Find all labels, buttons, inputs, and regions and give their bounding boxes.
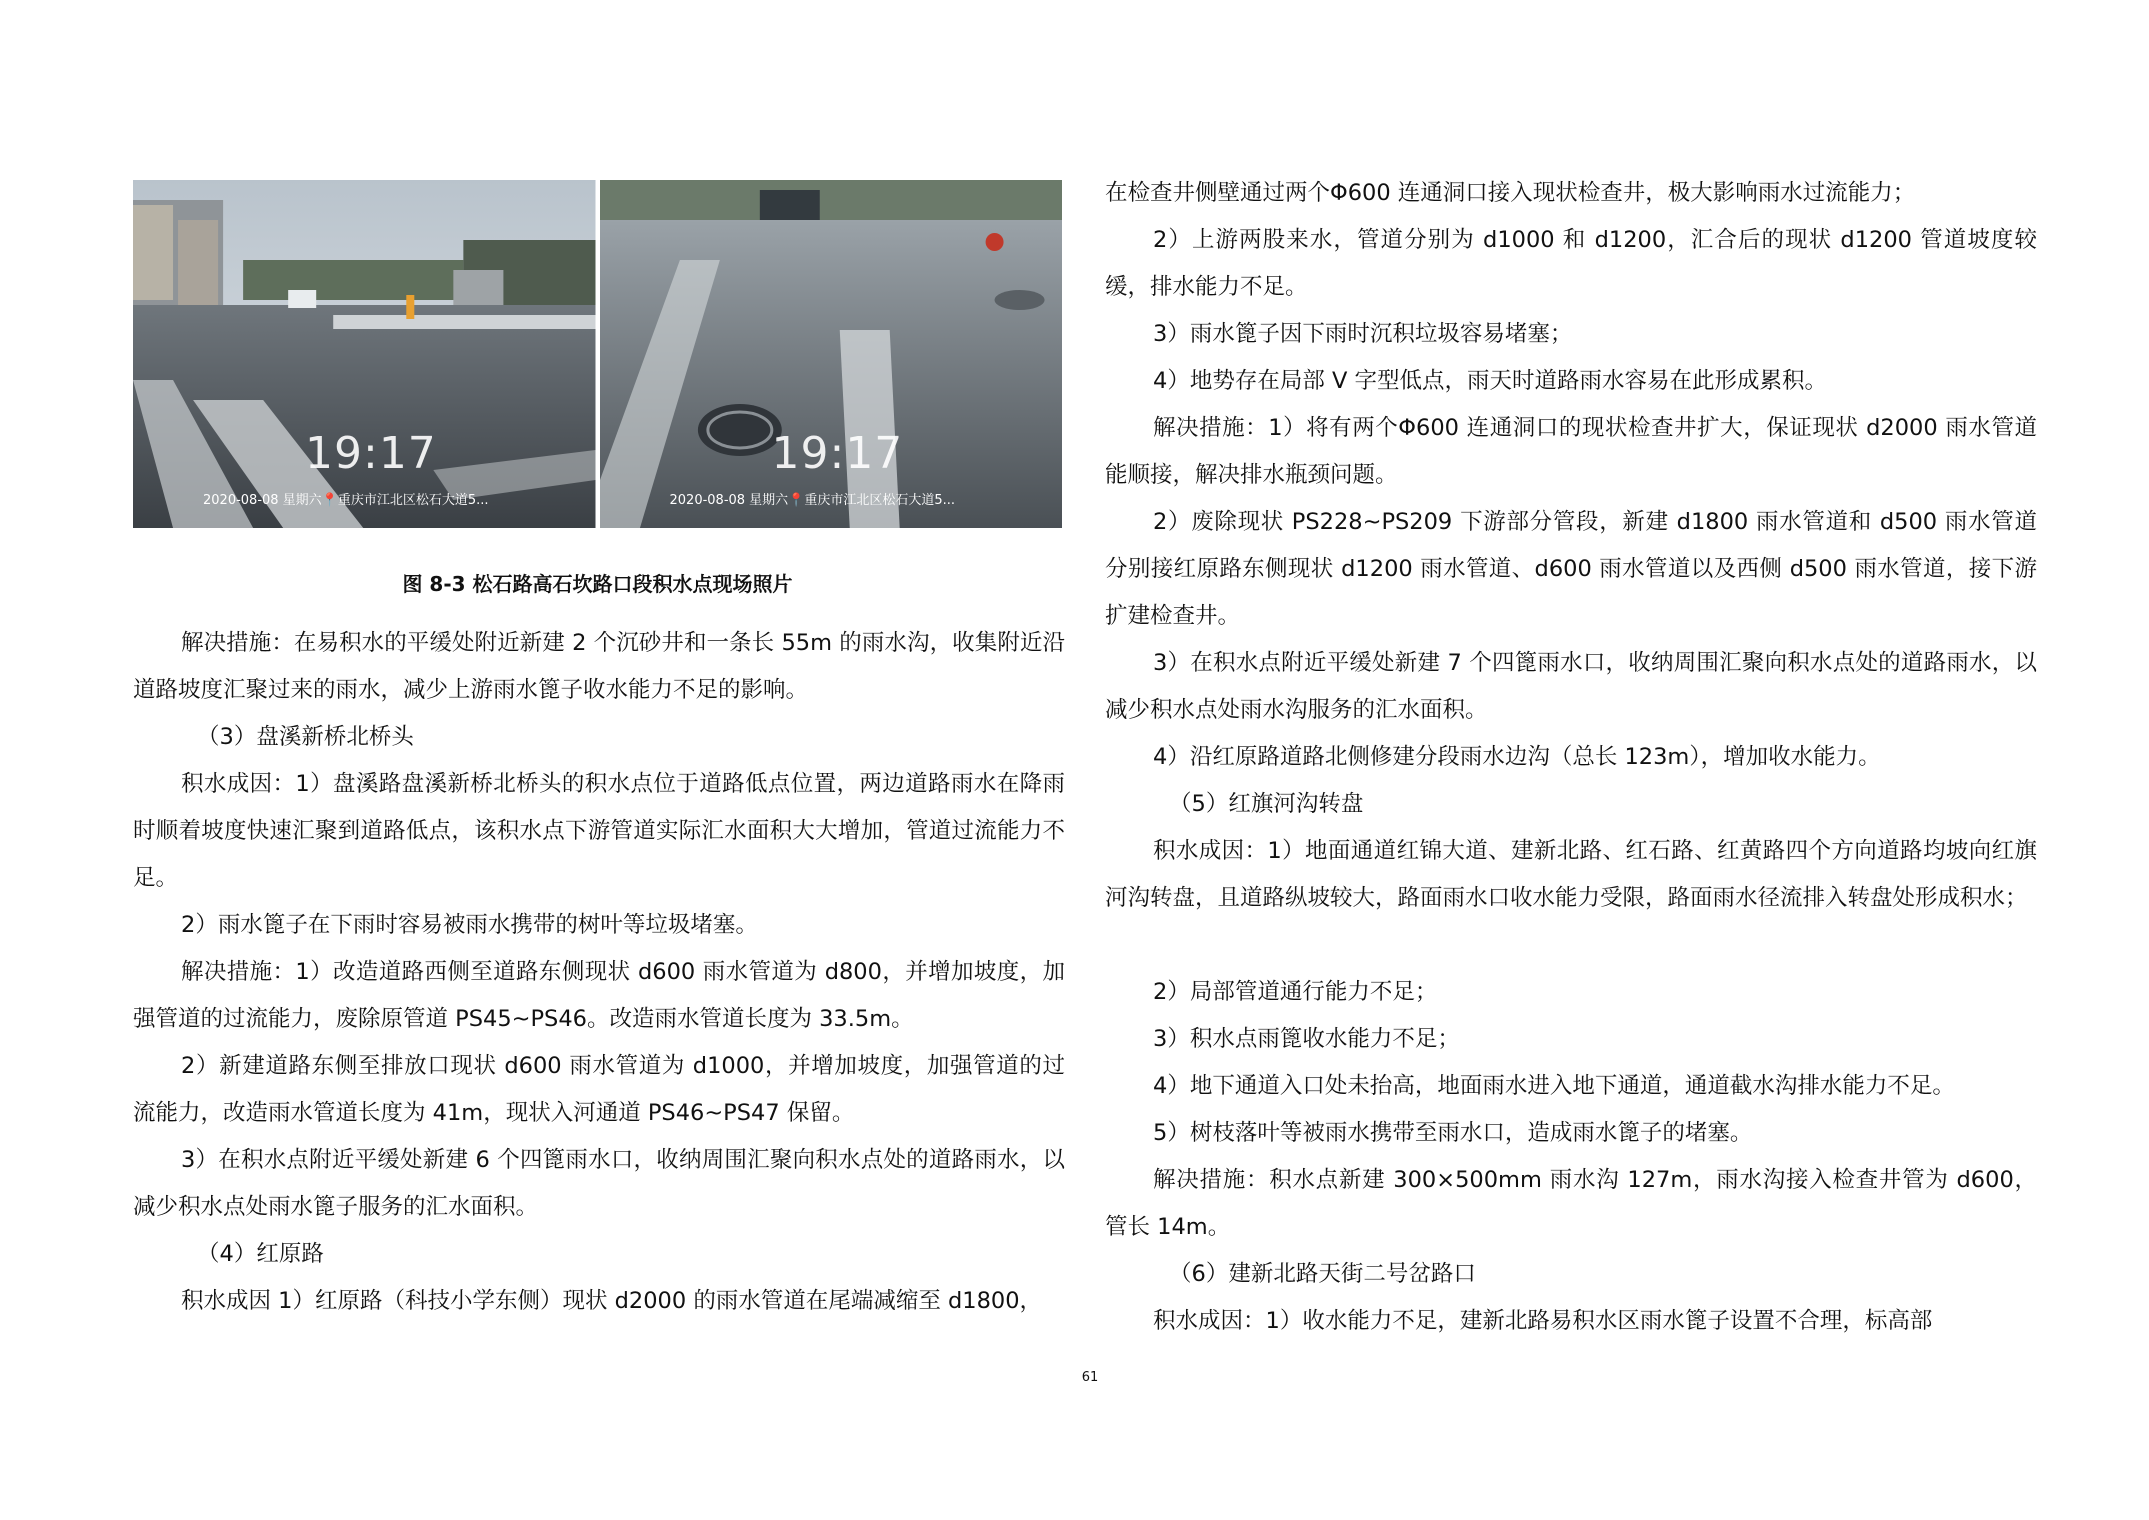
right-paragraph-14: 解决措施：积水点新建 300×500mm 雨水沟 127m，雨水沟接入检查井管为 d600，管长 14m。 [1105,1167,2037,1240]
right-paragraph-2: 2）上游两股来水，管道分别为 d1000 和 d1200，汇合后的现状 d1200 管道坡度较缓，排水能力不足。 [1105,227,2037,300]
right-paragraph-5: 解决措施：1）将有两个Φ600 连通洞口的现状检查井扩大，保证现状 d2000 雨水管道能顺接，解决排水瓶颈问题。 [1105,415,2037,488]
left-paragraph-2: 积水成因：1）盘溪路盘溪新桥北桥头的积水点位于道路低点位置，两边道路雨水在降雨时顺着坡度快速汇聚到道路低点，该积水点下游管道实际汇水面积大大增加，管道过流能力不足。 [133,771,1065,891]
photo-left-time: 19:17 [305,428,437,479]
photo-right-stamp: 2020-08-08 星期六📍重庆市江北区松石大道5... [669,493,956,508]
left-paragraph-4: 解决措施：1）改造道路西侧至道路东侧现状 d600 雨水管道为 d800，并增加坡度，加强管道的过流能力，废除原管道 PS45~PS46。改造雨水管道长度为 33.5m。 [133,959,1065,1032]
right-heading-5: （5）红旗河沟转盘 [1169,791,1364,817]
right-heading-6: （6）建新北路天街二号岔路口 [1169,1261,1476,1287]
left-heading-3: （3）盘溪新桥北桥头 [197,724,414,750]
page-number: 61 [1081,1370,1099,1385]
right-paragraph-1: 在检查井侧壁通过两个Φ600 连通洞口接入现状检查井，极大影响雨水过流能力； [1105,180,1916,206]
right-paragraph-3: 3）雨水篦子因下雨时沉积垃圾容易堵塞； [1153,321,1573,347]
figure-photos [133,180,1062,528]
left-paragraph-7: 积水成因 1）红原路（科技小学东侧）现状 d2000 的雨水管道在尾端减缩至 d1800， [181,1288,1043,1314]
right-paragraph-15: 积水成因：1）收水能力不足，建新北路易积水区雨水篦子设置不合理，标高部 [1153,1308,1933,1334]
photo-right-time: 19:17 [771,428,904,479]
figure-caption: 图 8-3 松石路高石坎路口段积水点现场照片 [402,572,793,596]
left-paragraph-1: 解决措施：在易积水的平缓处附近新建 2 个沉砂井和一条长 55m 的雨水沟，收集附近沿道路坡度汇聚过来的雨水，减少上游雨水篦子收水能力不足的影响。 [133,630,1065,703]
right-paragraph-4: 4）地势存在局部 V 字型低点，雨天时道路雨水容易在此形成累积。 [1153,368,1828,394]
left-paragraph-5: 2）新建道路东侧至排放口现状 d600 雨水管道为 d1000，并增加坡度，加强管道的过流能力，改造雨水管道长度为 41m，现状入河通道 PS46~PS47 保留。 [133,1053,1065,1126]
right-paragraph-9: 积水成因：1）地面通道红锦大道、建新北路、红石路、红黄路四个方向道路均坡向红旗河沟转盘，且道路纵坡较大，路面雨水口收水能力受限，路面雨水径流排入转盘处形成积水； [1105,838,2037,911]
right-paragraph-10: 2）局部管道通行能力不足； [1153,979,1438,1005]
right-paragraph-13: 5）树枝落叶等被雨水携带至雨水口，造成雨水篦子的堵塞。 [1153,1120,1753,1146]
photo-left [133,180,596,528]
right-paragraph-12: 4）地下通道入口处未抬高，地面雨水进入地下通道，通道截水沟排水能力不足。 [1153,1073,1955,1099]
left-paragraph-6: 3）在积水点附近平缓处新建 6 个四篦雨水口，收纳周围汇聚向积水点处的道路雨水，以减少积水点处雨水篦子服务的汇水面积。 [133,1147,1065,1220]
right-paragraph-11: 3）积水点雨篦收水能力不足； [1153,1026,1460,1052]
photo-left-stamp: 2020-08-08 星期六📍重庆市江北区松石大道5... [203,493,489,508]
right-paragraph-7: 3）在积水点附近平缓处新建 7 个四篦雨水口，收纳周围汇聚向积水点处的道路雨水，以减少积水点处雨水沟服务的汇水面积。 [1105,650,2037,723]
left-paragraph-3: 2）雨水篦子在下雨时容易被雨水携带的树叶等垃圾堵塞。 [181,912,758,938]
right-paragraph-8: 4）沿红原路道路北侧修建分段雨水边沟（总长 123m），增加收水能力。 [1153,744,1881,770]
right-paragraph-6: 2）废除现状 PS228~PS209 下游部分管段，新建 d1800 雨水管道和 d500 雨水管道分别接红原路东侧现状 d1200 雨水管道、d600 雨水管道以及西侧 d500 雨水管道，接下游扩建检查井。 [1105,509,2037,629]
photo-right [600,180,1063,528]
left-heading-4: （4）红原路 [197,1241,324,1267]
